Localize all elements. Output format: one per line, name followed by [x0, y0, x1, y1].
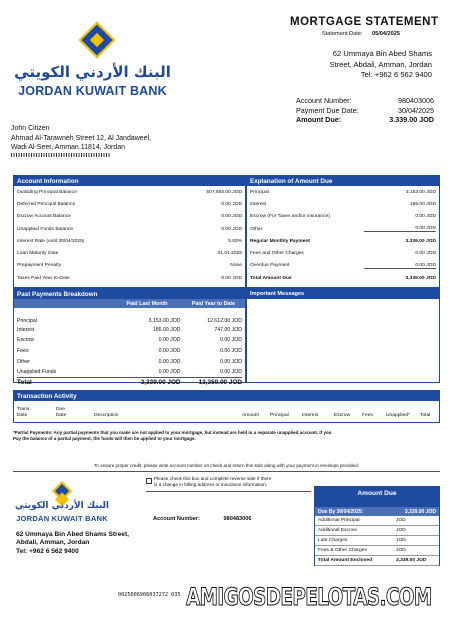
past-payment-label: Unapplied Funds [17, 369, 57, 375]
account-info-label: Prepayment Penalty [17, 263, 62, 269]
account-info-row [14, 235, 245, 247]
past-payment-row [14, 326, 245, 334]
past-payment-row [14, 345, 245, 356]
explanation-value: 0.00 JOD [364, 226, 436, 232]
account-info-value: 5.93% [228, 238, 242, 244]
past-payment-ytd: 747.00 JOD [214, 327, 242, 333]
customer-name: John Citizen [11, 125, 50, 132]
account-info-value: None [230, 263, 242, 269]
past-payment-row [14, 356, 245, 367]
partial-payments-note [13, 430, 440, 442]
stub-divider [146, 491, 311, 492]
account-info-label: Unapplied Funds Balance [17, 226, 74, 232]
past-payment-ytd: 0.00 JOD [220, 347, 242, 354]
account-info-value: 0.00 JOD [221, 226, 242, 232]
paid-last-month-header: Paid Last Month [126, 300, 168, 307]
amount-header: Amount [242, 412, 259, 418]
past-payment-ytd: 12,612.00 JOD [207, 317, 242, 324]
past-payments-section [13, 288, 246, 386]
micr-line: 0025606906037272 035 [118, 592, 181, 598]
bank-name: JORDAN KUWAIT BANK [18, 84, 167, 98]
transaction-activity-header: Transaction Activity [14, 391, 439, 401]
bank-address-line: Tel: +962 6 562 9400 [360, 70, 432, 79]
stub-account-value: 980483006 [223, 516, 252, 522]
principal-header: Principal [270, 412, 289, 418]
total-last-month: 3,339.00 JOD [140, 379, 181, 386]
stub-amount-value: JOD [396, 548, 406, 553]
bank-address-line: 62 Ummaya Bin Abed Shams [332, 49, 432, 58]
due-date-header-line2: Date [56, 412, 67, 418]
trans-date-header: Trans. [17, 407, 31, 412]
tear-line [13, 471, 440, 472]
stub-amount-label: Total Amount Enclosed [318, 558, 373, 563]
explanation-section [246, 175, 440, 288]
explanation-row [247, 186, 439, 198]
past-payment-label: Other [17, 358, 30, 365]
explanation-label: Escrow (For Taxes and/or insurance) [250, 214, 330, 220]
explanation-value: 0.00 JOD [415, 251, 436, 257]
past-payment-label: Fees [17, 347, 29, 354]
account-info-row [14, 247, 245, 259]
watermark: AMIGOSDEPELOTAS.COM [186, 584, 432, 612]
credit-instructions: To ensure proper credit, please write account number on check and return this stub along with your payment in envelope provided. [94, 463, 359, 468]
statement-date-value: 05/04/2025 [371, 31, 400, 37]
explanation-value: 0.00 JOD [415, 214, 436, 220]
change-instructions [154, 476, 271, 488]
important-messages-section [246, 288, 440, 383]
account-number-label: Account Number: [296, 96, 352, 105]
statement-date-label: Statement Date: [322, 31, 363, 37]
change-instructions-line2: is a change in billing address or insurance information. [154, 481, 268, 487]
customer-address [11, 124, 151, 153]
stub-amount-label: Additional Escrow [318, 528, 357, 533]
account-info-row [14, 260, 245, 272]
account-info-label: Deferred Principal Balance [17, 201, 76, 207]
explanation-label: Other [250, 226, 263, 232]
past-payment-last-month: 186.00 JOD [152, 327, 181, 333]
explanation-row [247, 272, 439, 284]
explanation-label: Total Amount Due [250, 275, 292, 281]
payment-due-date-value: 30/04/2025 [398, 105, 434, 115]
stub-amount-row [315, 526, 439, 536]
transaction-columns [14, 401, 439, 421]
account-info-label: Loan Maturity Date [17, 251, 59, 257]
bank-address-line: Street, Abdali, Amman, Jordan [329, 59, 432, 69]
explanation-label: Overdue Payment [250, 263, 290, 269]
stub-bank-arabic-name: البنك الأردني الكويتي [14, 501, 110, 511]
explanation-label: Interest [250, 201, 267, 207]
account-info-value: 01.01.2025 [217, 251, 242, 257]
explanation-label: Principal [250, 189, 269, 195]
stub-bank-address [16, 531, 129, 556]
description-header: Description [94, 412, 119, 418]
stub-account [153, 516, 252, 522]
past-payment-row [14, 334, 245, 345]
explanation-row [247, 235, 439, 247]
past-payment-last-month: 0.00 JOD [158, 347, 181, 354]
important-messages-header: Important Messages [247, 289, 439, 299]
past-payment-last-month: 0.00 JOD [158, 358, 181, 365]
account-info-value: 507,855.00 JOD [206, 189, 242, 195]
explanation-value: 0.00 JOD [364, 263, 436, 269]
past-payments-header: Past Payments Breakdown [14, 289, 245, 299]
explanation-label: Regular Monthly Payment [250, 238, 311, 244]
stub-amount-value: JOD [396, 538, 406, 543]
stub-amount-row [315, 556, 439, 566]
fees-header: Fees [362, 412, 373, 418]
past-payment-last-month: 0.00 JOD [158, 369, 181, 375]
explanation-value: 186.00 JOD [409, 201, 436, 207]
stub-address-line: Abdali, Amman, Jordan [16, 539, 90, 547]
stub-address-line: 62 Ummaya Bin Abed Shams Street, [16, 531, 129, 538]
total-label: Total [17, 379, 32, 386]
explanation-row [247, 260, 439, 272]
past-payments-total-row [17, 377, 242, 387]
statement-title: MORTGAGE STATEMENT [290, 16, 439, 28]
explanation-value: 3,153.00 JOD [405, 189, 436, 195]
total-ytd: 13,359.00 JOD [198, 379, 242, 386]
stub-amount-row [315, 536, 439, 546]
payment-due-date-label: Payment Due Date: [296, 105, 359, 115]
account-info-value: 0.00 JOD [221, 214, 242, 220]
past-payment-last-month: 3,153.00 JOD [148, 317, 181, 324]
past-payment-ytd: 0.00 JOD [220, 336, 242, 343]
stub-amount-label: Fees & Other Charges [318, 548, 367, 553]
bank-address [320, 49, 432, 81]
past-payment-row [14, 315, 245, 326]
explanation-row [247, 198, 439, 210]
account-info-row [14, 186, 245, 198]
stub-amount-label: Additional Principal [318, 518, 360, 523]
stub-amount-value: JOD [396, 528, 406, 533]
explanation-header: Explanation of Amount Due [247, 176, 439, 186]
past-payment-ytd: 0.00 JOD [220, 358, 242, 365]
account-info-label: Interest Rate (until 30/04/2025) [17, 238, 85, 244]
customer-address-line: Ahmad Al-Tarawneh Street 12, Al Jandaweel, [11, 134, 152, 142]
change-checkbox[interactable] [146, 478, 152, 484]
account-info-value: 0.00 JOD [221, 201, 242, 207]
account-number-value: 980403006 [398, 96, 434, 105]
account-information-header: Account Information [14, 176, 245, 186]
stub-account-label: Account Number: [153, 516, 200, 522]
explanation-value: 3,339.00 JOD [405, 275, 436, 281]
due-date-header: Due [56, 407, 65, 412]
account-information-section [13, 175, 246, 288]
account-info-row [14, 272, 245, 284]
trans-date-header-line2: Date [17, 412, 28, 418]
stub-due-by-value: 3,339.00 JOD [404, 508, 436, 515]
account-info-label: Outsiding Principal Balance [17, 189, 77, 195]
transaction-activity-section [13, 390, 440, 423]
account-info-row [14, 211, 245, 223]
statement-date [322, 31, 400, 37]
interest-header: Interest [302, 412, 319, 418]
partial-payments-line2: Pay the balance of a partial payment, the funds will then be applied to your mortgage. [13, 436, 196, 441]
stub-due-by-row [315, 507, 439, 516]
account-info-label: Escrow Account Balance [17, 214, 71, 220]
explanation-value: 3,339.00 JOD [405, 238, 436, 244]
stub-amount-row [315, 546, 439, 556]
amount-due-value: 3.339.00 JOD [389, 115, 434, 124]
unapplied-header: Unapplied* [386, 412, 410, 418]
past-payment-last-month: 0.00 JOD [158, 336, 181, 343]
bank-arabic-name: البنك الأردني الكويتي [14, 63, 171, 81]
escrow-header: Escrow [334, 412, 351, 418]
stub-amount-row [315, 516, 439, 526]
stub-logo-diamond-icon [52, 481, 72, 501]
stub-amount-value: JOD [396, 518, 406, 523]
past-payment-label: Principal [17, 317, 37, 324]
paid-ytd-header: Paid Year to Date [191, 300, 236, 307]
account-info-row [14, 223, 245, 235]
explanation-label: Fees and Other Charges [250, 251, 304, 257]
stub-amount-due-box [314, 486, 440, 566]
amount-due-label: Amount Due: [296, 115, 342, 124]
past-payment-ytd: 0.00 JOD [220, 369, 242, 375]
stub-amount-label: Late Charges [318, 538, 348, 543]
stub-logo [12, 481, 112, 526]
explanation-row [247, 247, 439, 259]
account-info-row [14, 198, 245, 210]
past-payment-row [14, 367, 245, 377]
past-payment-label: Escrow [17, 336, 35, 343]
stub-address-line: Tel: +962 6 562 9400 [16, 547, 79, 555]
stub-bank-name: JORDAN KUWAIT BANK [16, 514, 108, 523]
explanation-row [247, 211, 439, 223]
account-info-label: Taxes Paid Year-to-Date [17, 275, 70, 281]
logo-diamond-icon [79, 22, 116, 59]
stub-amount-value: 3,339.00 JOD [396, 558, 427, 563]
past-payment-label: Interest [17, 327, 35, 333]
total-header: Total [420, 412, 431, 418]
stub-amount-due-header: Amount Due [315, 487, 439, 507]
statement-summary [296, 96, 434, 125]
customer-address-line: Wadi Al-Seer, Amman 11814, Jordan [11, 144, 126, 151]
postal-barcode [11, 153, 111, 157]
change-instructions-line1: Please check this box and complete reverse side if there [154, 476, 272, 481]
explanation-row [247, 223, 439, 235]
bank-logo [10, 16, 175, 101]
account-info-value: 0.00 JOD [221, 275, 242, 281]
stub-due-by-label: Due By 30/04/2025: [318, 508, 364, 515]
partial-payments-line1: *Partial Payments: Any partial payments that you make are not applied to your mortgage, but instead are held in a separate unapplied account. If you [13, 430, 332, 435]
